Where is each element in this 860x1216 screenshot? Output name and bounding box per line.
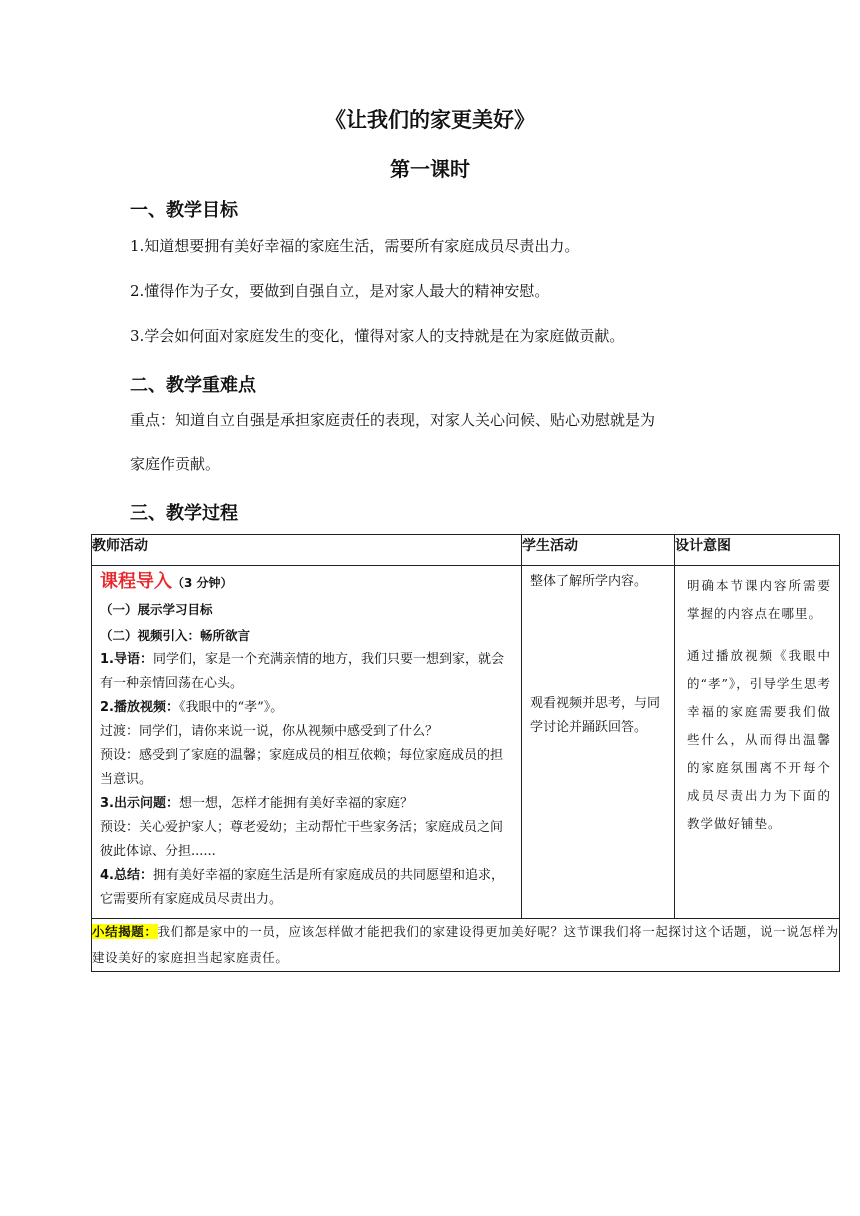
video-paragraph: [100, 696, 515, 720]
student-activity-1: 整体了解所学内容。: [530, 574, 648, 589]
summary-text: 拥有美好幸福的家庭生活是所有家庭成员的共同愿望和追求，它需要所有家庭成员尽责出力。: [100, 868, 504, 907]
guide-paragraph: [100, 648, 515, 696]
header-teacher-activity: 教师活动: [92, 535, 522, 566]
preset-text-2: 预设：关心爱护家人；尊老爱幼；主动帮忙干些家务活；家庭成员之间彼此体谅、分担......: [100, 820, 504, 859]
summary-label: 4.总结：: [100, 868, 153, 883]
summary-highlight-label: 小结揭题：: [92, 924, 158, 939]
header-student-activity: 学生活动: [522, 535, 675, 566]
document-title: 《让我们的家更美好》: [325, 108, 535, 132]
intro-heading: [100, 570, 515, 596]
video-label: 2.播放视频：: [100, 700, 179, 715]
guide-text: 同学们，家是一个充满亲情的地方，我们只要一想到家，就会有一种亲情回荡在心头。: [100, 652, 504, 691]
section-heading-objectives: 一、教学目标: [130, 200, 238, 221]
question-paragraph: [100, 792, 515, 816]
intro-title: 课程导入: [100, 571, 172, 592]
teaching-process-table: [91, 534, 840, 972]
summary-paragraph: [100, 864, 515, 912]
design-intent-2: 通过播放视频《我眼中的“孝”》，引导学生思考幸福的家庭需要我们做些什么，从而得出温馨的家庭氛围离不开每个成员尽责出力为下面的教学做好铺垫。: [687, 648, 831, 831]
guide-label: 1.导语：: [100, 652, 153, 667]
design-intent-1: 明确本节课内容所需要掌握的内容点在哪里。: [687, 578, 831, 621]
question-text: 想一想，怎样才能拥有美好幸福的家庭？: [178, 796, 413, 811]
objective-item-3: 3.学会如何面对家庭发生的变化，懂得对家人的支持就是在为家庭做贡献。: [130, 327, 625, 345]
preset-text-1: 预设：感受到了家庭的温馨；家庭成员的相互依赖；每位家庭成员的担当意识。: [100, 748, 504, 787]
lesson-subtitle: 第一课时: [390, 157, 470, 181]
section-heading-key-points: 二、教学重难点: [130, 375, 256, 396]
step-video-intro: （二）视频引入：畅所欲言: [100, 628, 251, 643]
header-design-intent: 设计意图: [675, 535, 840, 566]
transition-text: 过渡：同学们，请你来说一说，你从视频中感受到了什么？: [100, 724, 439, 739]
video-text: 《我眼中的“孝”》。: [178, 700, 284, 715]
section-heading-process: 三、教学过程: [130, 503, 238, 524]
objective-item-2: 2.懂得作为子女，要做到自强自立，是对家人最大的精神安慰。: [130, 282, 550, 300]
student-activity-2: 观看视频并思考，与同学讨论并踊跃回答。: [530, 696, 661, 735]
design-intent-cell: [675, 566, 840, 919]
table-row-intro: [92, 566, 840, 919]
teacher-activity-cell: [92, 566, 522, 919]
table-header-row: [92, 535, 840, 566]
student-activity-cell: [522, 566, 675, 919]
key-point-line-1: 重点：知道自立自强是承担家庭责任的表现，对家人关心问候、贴心劝慰就是为: [130, 411, 656, 429]
intro-duration: （3 分钟）: [172, 576, 233, 590]
objective-item-1: 1.知道想要拥有美好幸福的家庭生活，需要所有家庭成员尽责出力。: [130, 237, 580, 255]
summary-row-text: 我们都是家中的一员，应该怎样做才能把我们的家建设得更加美好呢？这节课我们将一起探讨这个话题，说一说怎样为建设美好的家庭担当起家庭责任。: [92, 924, 839, 965]
key-point-line-2: 家庭作贡献。: [130, 455, 221, 473]
step-show-objectives: （一）展示学习目标: [100, 602, 213, 617]
summary-cell: [92, 919, 840, 972]
question-label: 3.出示问题：: [100, 796, 179, 811]
table-row-summary: [92, 919, 840, 972]
